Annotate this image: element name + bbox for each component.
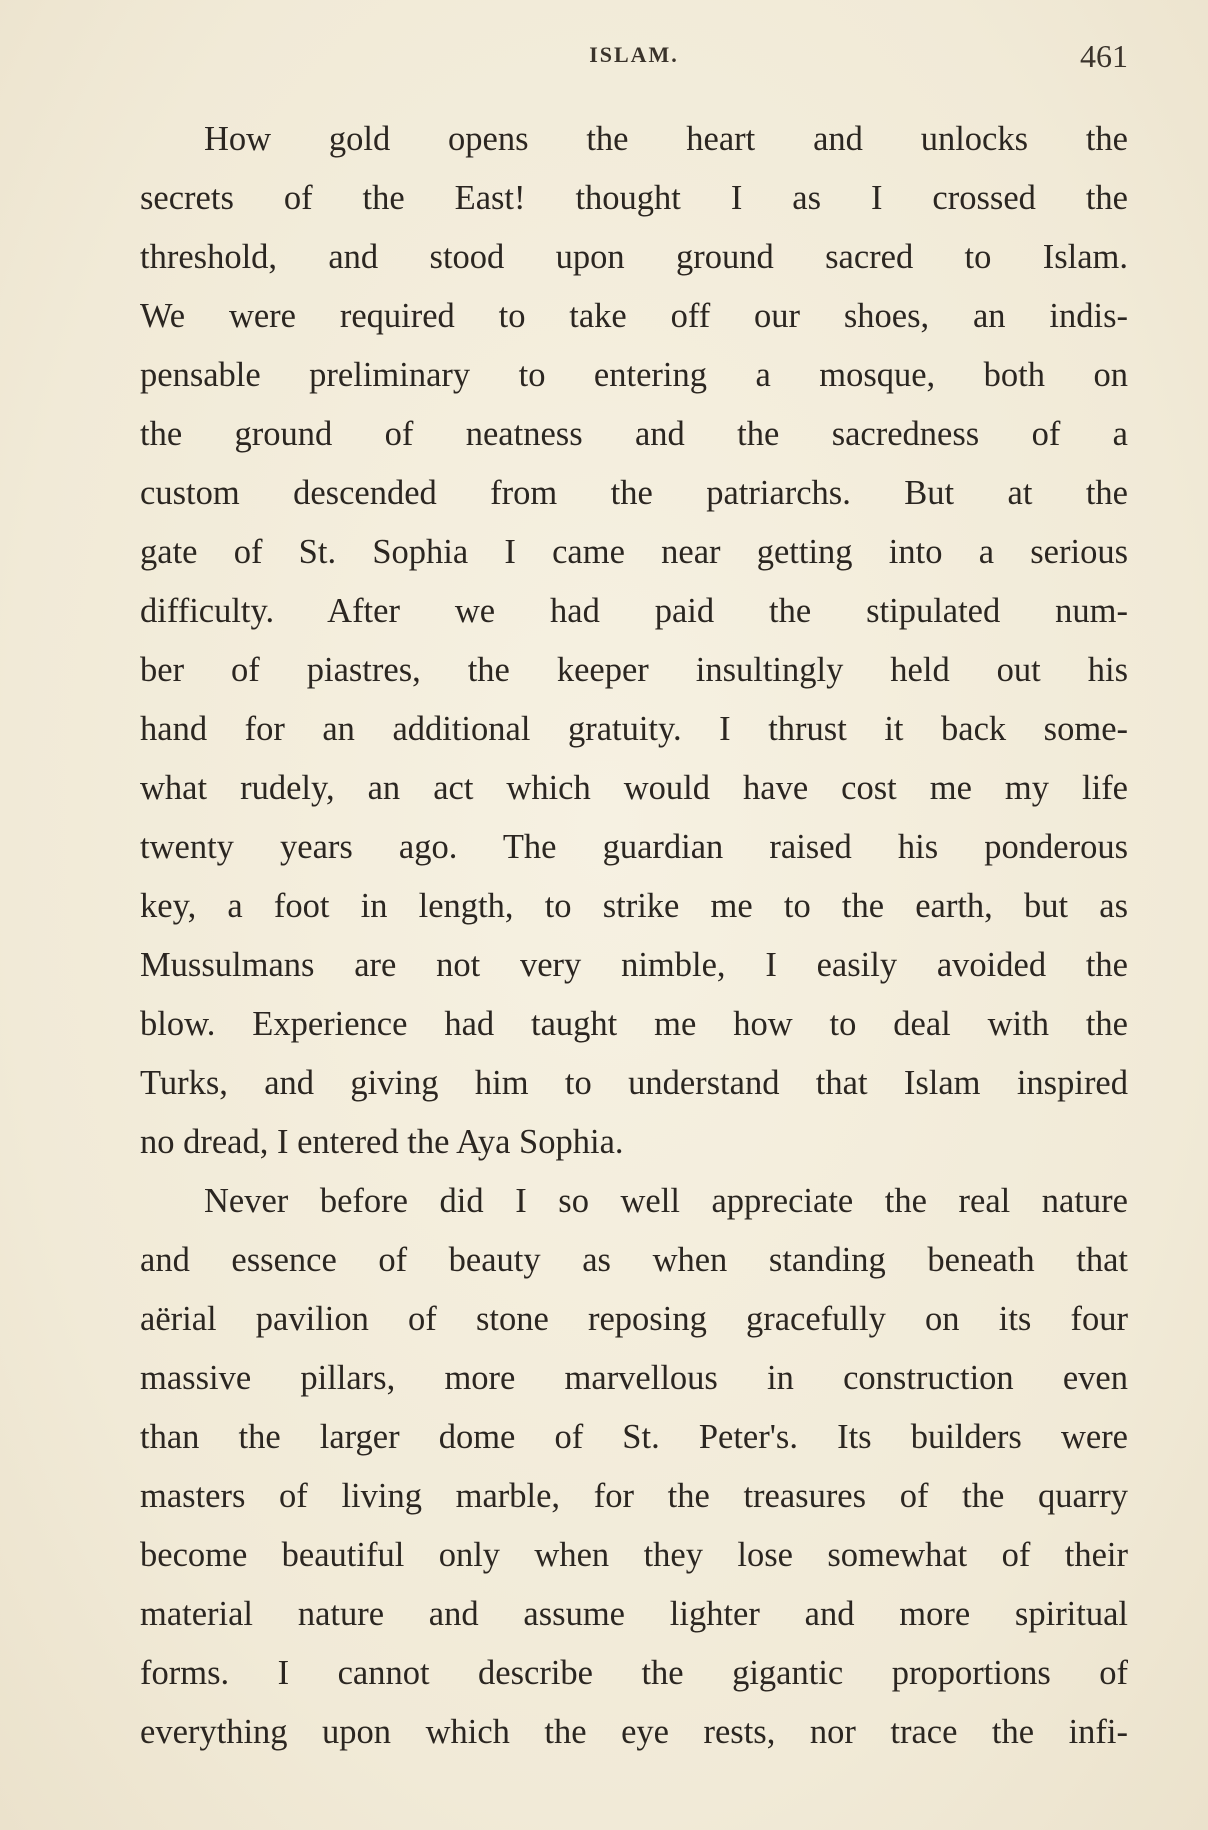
text-line: Never before did I so well appreciate the real nature <box>204 1182 1128 1220</box>
text-line: masters of living marble, for the treasures of the quarry <box>140 1477 1128 1515</box>
text-line: hand for an additional gratuity. I thrust it back some- <box>140 710 1128 748</box>
text-line: Turks, and giving him to understand that Islam inspired <box>140 1064 1128 1102</box>
text-line: threshold, and stood upon ground sacred to Islam. <box>140 238 1128 276</box>
text-line: and essence of beauty as when standing beneath that <box>140 1241 1128 1279</box>
text-line: custom descended from the patriarchs. But at the <box>140 474 1128 512</box>
text-line: pensable preliminary to entering a mosque, both on <box>140 356 1128 394</box>
page-number: 461 <box>1080 38 1128 74</box>
text-line: than the larger dome of St. Peter's. Its builders were <box>140 1418 1128 1456</box>
text-line: blow. Experience had taught me how to deal with the <box>140 1005 1128 1043</box>
text-line: difficulty. After we had paid the stipulated num- <box>140 592 1128 630</box>
text-line: twenty years ago. The guardian raised his ponderous <box>140 828 1128 866</box>
text-line: material nature and assume lighter and more spiritual <box>140 1595 1128 1633</box>
text-line: We were required to take off our shoes, an indis- <box>140 297 1128 335</box>
text-line: How gold opens the heart and unlocks the <box>204 120 1128 158</box>
text-line: ber of piastres, the keeper insultingly held out his <box>140 651 1128 689</box>
text-line: become beautiful only when they lose somewhat of their <box>140 1536 1128 1574</box>
text-line: gate of St. Sophia I came near getting into a serious <box>140 533 1128 571</box>
text-line: the ground of neatness and the sacredness of a <box>140 415 1128 453</box>
text-line: massive pillars, more marvellous in construction even <box>140 1359 1128 1397</box>
running-head <box>140 38 1128 78</box>
text-line: forms. I cannot describe the gigantic proportions of <box>140 1654 1128 1692</box>
body-text <box>140 110 1128 1762</box>
text-line: secrets of the East! thought I as I crossed the <box>140 179 1128 217</box>
text-line: what rudely, an act which would have cost me my life <box>140 769 1128 807</box>
text-line: everything upon which the eye rests, nor trace the infi- <box>140 1713 1128 1751</box>
running-title: ISLAM. <box>589 42 679 67</box>
text-line: Mussulmans are not very nimble, I easily avoided the <box>140 946 1128 984</box>
text-line: key, a foot in length, to strike me to the earth, but as <box>140 887 1128 925</box>
text-line: no dread, I entered the Aya Sophia. <box>140 1123 624 1161</box>
text-line: aërial pavilion of stone reposing gracefully on its four <box>140 1300 1128 1338</box>
